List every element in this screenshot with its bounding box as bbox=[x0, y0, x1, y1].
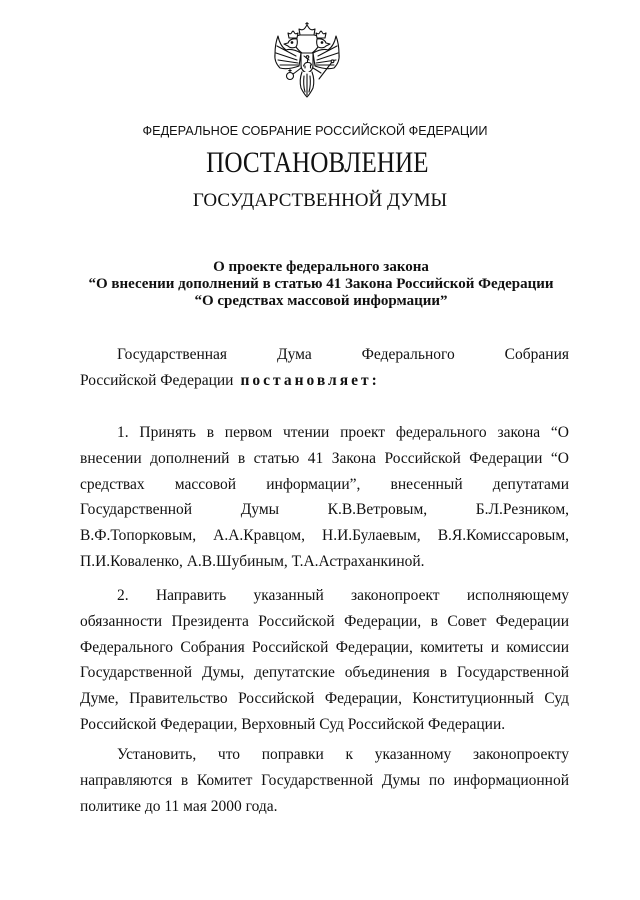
resolution-item-3 bbox=[80, 742, 569, 819]
item-line: Государственной Думы, депутатские объединения в Государственной bbox=[80, 664, 569, 682]
coat-of-arms-icon bbox=[271, 22, 343, 102]
subject-line: “О средствах массовой информации” bbox=[194, 293, 448, 309]
subject-line: О проекте федерального закона bbox=[213, 259, 429, 275]
item-line: Установить, что поправки к указанному законопроекту bbox=[117, 746, 569, 763]
item-line: Федерального Собрания Российской Федерации, комитеты и комиссии bbox=[80, 638, 569, 656]
item-line: политике до 11 мая 2000 года. bbox=[80, 797, 278, 815]
item-line: Думе, Правительство Российской Федерации, Конституционный Суд bbox=[80, 690, 569, 708]
resolution-item-2 bbox=[80, 583, 569, 738]
document-type-wrap bbox=[0, 144, 634, 182]
item-line: П.И.Коваленко, А.В.Шубиным, Т.А.Астраханкиной. bbox=[80, 552, 425, 570]
preamble-line: Государственная Дума Федерального Собрания bbox=[117, 346, 569, 363]
item-line: направляются в Комитет Государственной Думы по информационной bbox=[80, 771, 569, 789]
item-line: средствах массовой информации”, внесенный депутатами bbox=[80, 475, 569, 493]
issuer-heading: ГОСУДАРСТВЕННОЙ ДУМЫ bbox=[192, 190, 448, 211]
item-line: обязанности Президента Российской Федерации, в Совет Федерации bbox=[80, 612, 569, 630]
subject-block bbox=[0, 259, 640, 310]
assembly-heading: ФЕДЕРАЛЬНОЕ СОБРАНИЕ РОССИЙСКОЙ ФЕДЕРАЦИИ bbox=[142, 124, 488, 138]
item-line: Государственной Думы К.В.Ветровым, Б.Л.Резником, bbox=[80, 501, 569, 519]
subject-line: “О внесении дополнений в статью 41 Закона Российской Федерации bbox=[88, 276, 554, 292]
operative-verb: постановляет: bbox=[240, 371, 380, 389]
preamble-text: Российской Федерации bbox=[80, 371, 234, 389]
item-line: 1. Принять в первом чтении проект федерального закона “О bbox=[117, 424, 569, 441]
item-line: В.Ф.Топорковым, А.А.Кравцом, Н.И.Булаевым, В.Я.Комиссаровым, bbox=[80, 527, 569, 545]
resolution-item-1 bbox=[80, 420, 569, 575]
document-type-title: ПОСТАНОВЛЕНИЕ bbox=[205, 146, 429, 179]
preamble-paragraph bbox=[80, 342, 569, 394]
item-line: Российской Федерации, Верховный Суд Российской Федерации. bbox=[80, 715, 506, 733]
preamble-line bbox=[80, 368, 569, 394]
item-line: 2. Направить указанный законопроект исполняющему bbox=[117, 587, 569, 604]
item-line: внесении дополнений в статью 41 Закона Российской Федерации “О bbox=[80, 449, 569, 467]
